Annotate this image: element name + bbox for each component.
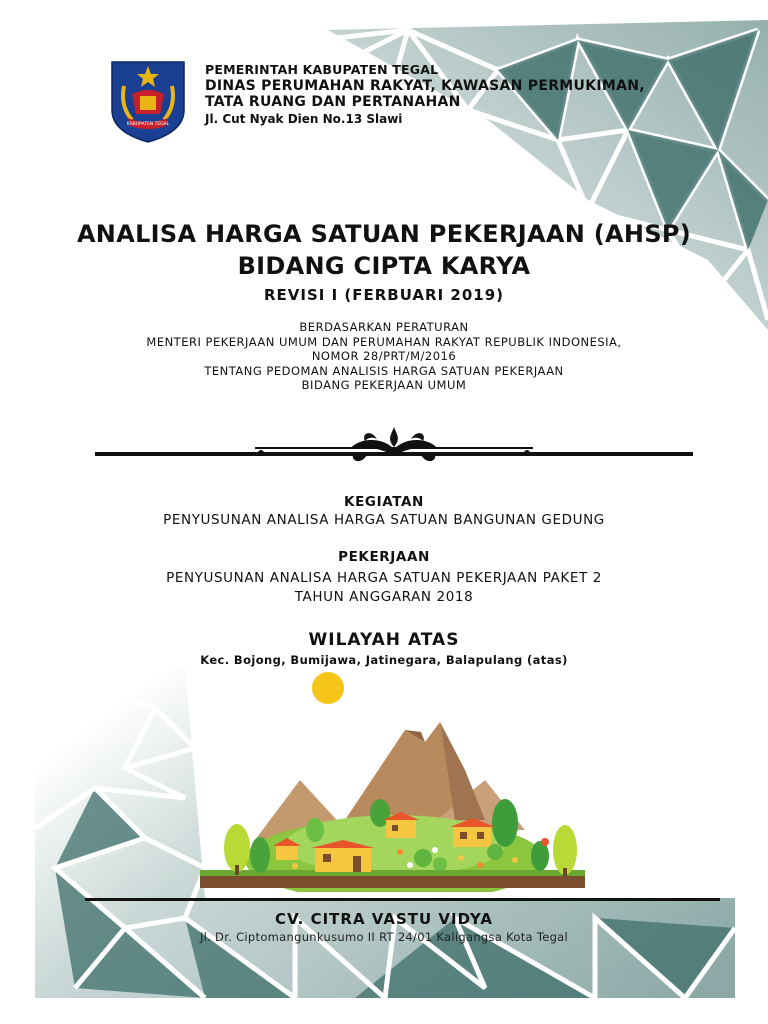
company-name: CV. CITRA VASTU VIDYA [274, 910, 494, 928]
ornament-divider [95, 425, 693, 469]
agency-name-line2: TATA RUANG DAN PERTANAHAN [205, 94, 461, 110]
kegiatan-value: PENYUSUNAN ANALISA HARGA SATUAN BANGUNAN GEDUNG [163, 512, 605, 528]
region-districts: Kec. Bojong, Bumijawa, Jatinegara, Balapulang (atas) [200, 653, 568, 667]
agency-name-line1: DINAS PERUMAHAN RAKYAT, KAWASAN PERMUKIMAN, [205, 78, 645, 94]
pekerjaan-label: PEKERJAAN [338, 549, 430, 565]
logo-ribbon-text: KABUPATEN TEGAL [126, 122, 170, 127]
pekerjaan-value: PENYUSUNAN ANALISA HARGA SATUAN PEKERJAAN PAKET 2 [166, 570, 602, 586]
basis-line: TENTANG PEDOMAN ANALISIS HARGA SATUAN PEKERJAAN [204, 363, 564, 378]
low-poly-decoration-top [288, 0, 768, 330]
document-title: ANALISA HARGA SATUAN PEKERJAAN (AHSP) [76, 220, 692, 248]
regulation-basis [0, 320, 768, 393]
document-subtitle: BIDANG CIPTA KARYA [237, 252, 531, 280]
region-title: WILAYAH ATAS [308, 630, 460, 650]
basis-line: BERDASARKAN PERATURAN [299, 320, 469, 334]
village-landscape-illustration [195, 670, 595, 892]
kabupaten-tegal-logo [110, 60, 186, 144]
basis-line: MENTERI PEKERJAAN UMUM DAN PERUMAHAN RAKYAT REPUBLIK INDONESIA, [146, 334, 622, 349]
government-name: PEMERINTAH KABUPATEN TEGAL [205, 62, 439, 77]
company-address: Jl. Dr. Ciptomangunkusumo II RT 24/01 Kaligangsa Kota Tegal [199, 930, 569, 944]
sun-icon [312, 672, 344, 704]
fiscal-year: TAHUN ANGGARAN 2018 [294, 589, 474, 605]
footer-divider [85, 898, 720, 901]
basis-line: NOMOR 28/PRT/M/2016 [311, 349, 457, 363]
agency-header [205, 62, 645, 126]
basis-line: BIDANG PEKERJAAN UMUM [301, 378, 467, 392]
kegiatan-label: KEGIATAN [344, 494, 424, 510]
revision-label: REVISI I (FERBUARI 2019) [263, 286, 504, 304]
agency-address: Jl. Cut Nyak Dien No.13 Slawi [205, 112, 403, 126]
